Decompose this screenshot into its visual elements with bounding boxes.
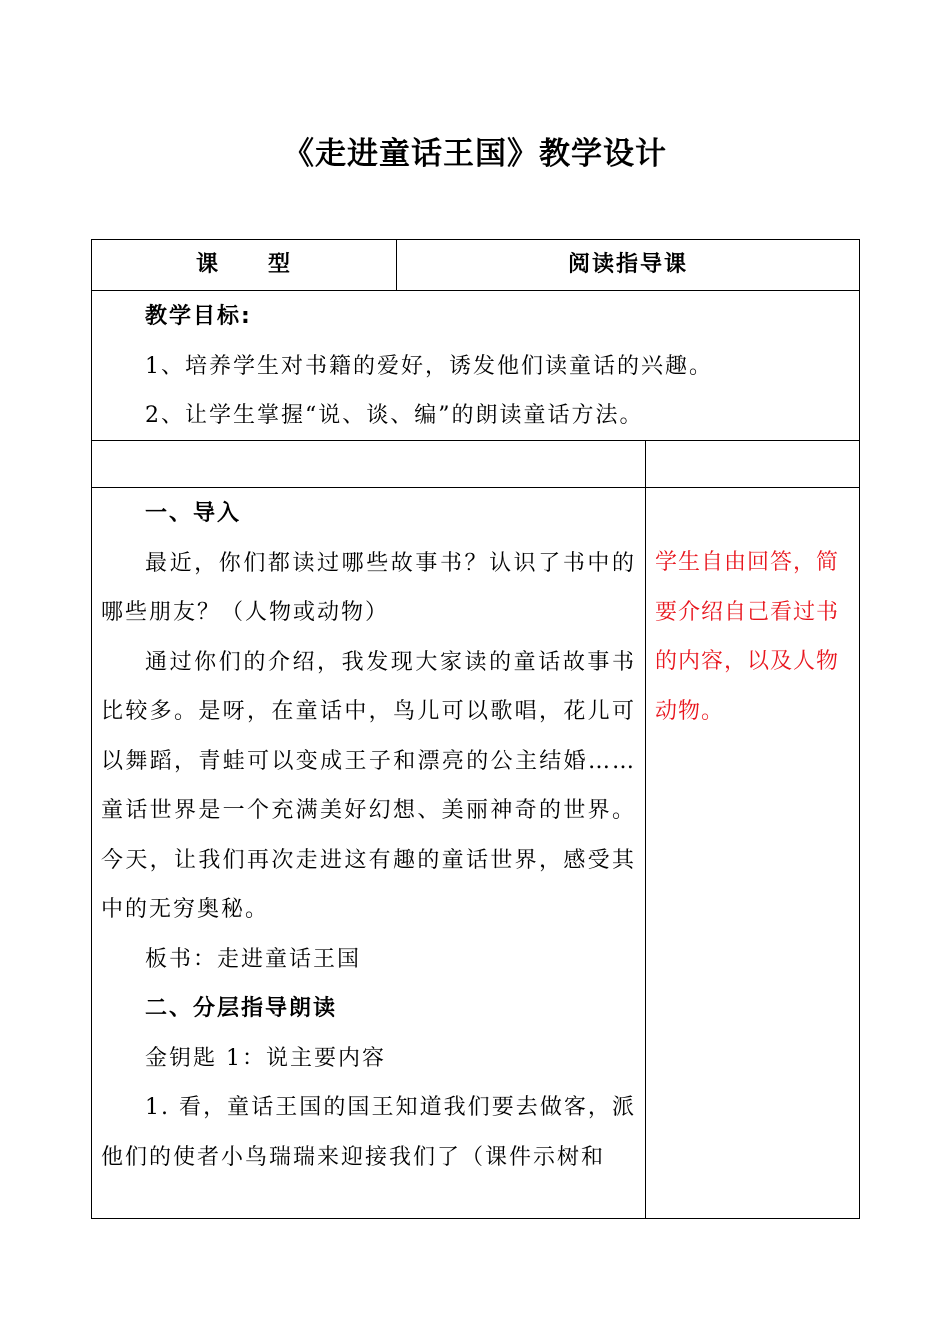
section-heading-intro: 一、导入 bbox=[145, 501, 242, 526]
section-heading-reading: 二、分层指导朗读 bbox=[145, 996, 338, 1021]
table-border-left bbox=[91, 239, 92, 1219]
objective-item-2: 2、让学生掌握“说、谈、编”的朗读童话方法。 bbox=[145, 403, 644, 428]
document-title: 《走进童话王国》教学设计 bbox=[283, 136, 667, 172]
teaching-process-cell bbox=[101, 489, 636, 1182]
content-column-divider bbox=[645, 440, 646, 1219]
objectives-heading: 教学目标: bbox=[145, 304, 252, 329]
table-border-right bbox=[859, 239, 860, 1219]
intro-paragraph-2: 通过你们的介绍，我发现大家读的童话故事书比较多。是呀，在童话中，鸟儿可以歌唱，花儿可以舞蹈，青蛙可以变成王子和漂亮的公主结婚……童话世界是一个充满美好幻想、美丽神奇的世界。今天，让我们再次走进这有趣的童话世界，感受其中的无穷奥秘。 bbox=[101, 649, 636, 922]
table-row-divider-3 bbox=[91, 487, 860, 488]
objectives-cell bbox=[101, 292, 841, 441]
lesson-type-value: 阅读指导课 bbox=[567, 252, 688, 277]
table-row-divider-1 bbox=[91, 290, 860, 291]
lesson-type-label: 课 型 bbox=[195, 252, 292, 277]
golden-key-1: 金钥匙 1：说主要内容 bbox=[145, 1045, 386, 1071]
student-activity-note: 学生自由回答，简要介绍自己看过书的内容，以及人物动物。 bbox=[655, 550, 840, 724]
objective-item-1: 1、培养学生对书籍的爱好，诱发他们读童话的兴趣。 bbox=[145, 353, 713, 379]
step-paragraph-1: 1. 看，童话王国的国王知道我们要去做客，派他们的使者小鸟瑞瑞来迎接我们了（课件示树和 bbox=[101, 1095, 636, 1170]
board-writing: 板书：走进童话王国 bbox=[145, 946, 362, 972]
table-border-bottom bbox=[91, 1218, 860, 1219]
intro-paragraph-1: 最近，你们都读过哪些故事书？认识了书中的哪些朋友？（人物或动物） bbox=[101, 550, 636, 625]
